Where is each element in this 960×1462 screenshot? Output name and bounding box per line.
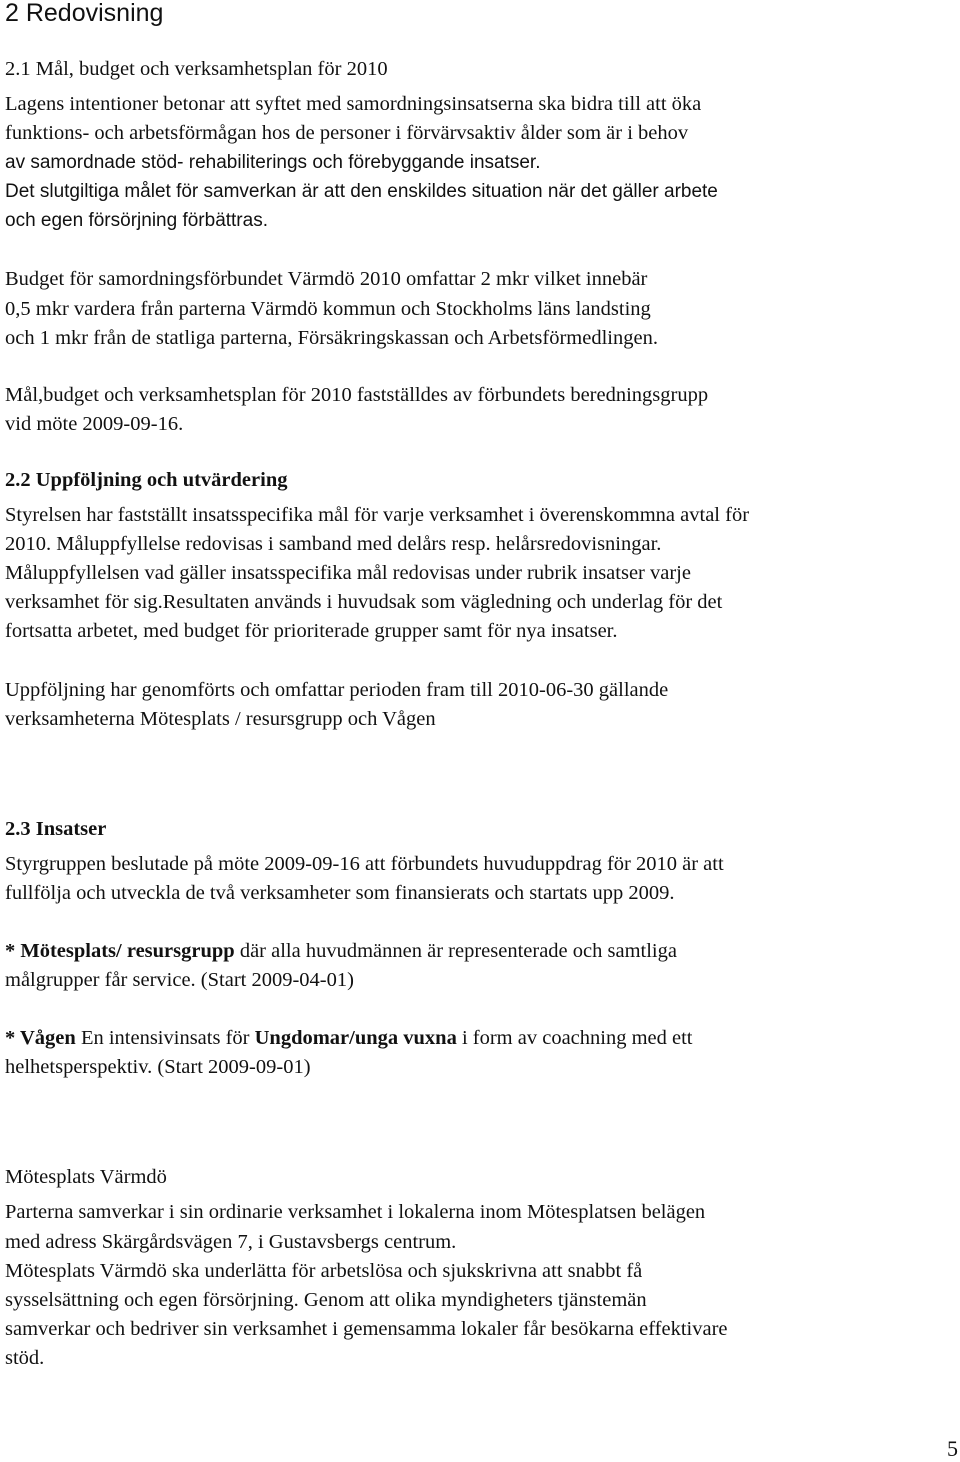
section-2-1-p2-line-2: 0,5 mkr vardera från parterna Värmdö kommun och Stockholms läns landsting: [5, 298, 651, 320]
insats-item-motesplats-line-2: målgrupper får service. (Start 2009-04-01): [5, 969, 354, 991]
section-2-2-p1-line-3: Måluppfyllelsen vad gäller insatsspecifika mål redovisas under rubrik insatser varje: [5, 562, 691, 584]
insats-item-motesplats-line-1: [5, 937, 677, 966]
section-2-1-p3-line-2: vid möte 2009-09-16.: [5, 413, 184, 435]
insats-item-vagen-text-b: i form av coachning med ett: [456, 1027, 693, 1049]
insats-item-motesplats-title: * Mötesplats/ resursgrupp: [5, 940, 235, 962]
motesplats-line-5: samverkar och bedriver sin verksamhet i gemensamma lokaler får besökarna effektivare: [5, 1318, 728, 1340]
section-2-2-p2-line-1: Uppföljning har genomförts och omfattar perioden fram till 2010-06-30 gällande: [5, 679, 669, 701]
section-2-2-heading: 2.2 Uppföljning och utvärdering: [5, 469, 288, 491]
section-2-1-p1-line-1: Lagens intentioner betonar att syftet med samordningsinsatserna ska bidra till att öka: [5, 93, 702, 115]
section-2-3-p1-line-1: Styrgruppen beslutade på möte 2009-09-16 att förbundets huvuduppdrag för 2010 är att: [5, 853, 724, 875]
motesplats-line-2: med adress Skärgårdsvägen 7, i Gustavsbergs centrum.: [5, 1231, 457, 1253]
motesplats-line-3: Mötesplats Värmdö ska underlätta för arbetslösa och sjukskrivna att snabbt få: [5, 1260, 643, 1282]
motesplats-heading: Mötesplats Värmdö: [5, 1166, 167, 1188]
insats-item-vagen-line-1: [5, 1024, 693, 1053]
section-2-3-heading: 2.3 Insatser: [5, 818, 107, 840]
insats-item-motesplats-text: där alla huvudmännen är representerade och samtliga: [234, 940, 677, 962]
section-2-1-p2-line-1: Budget för samordningsförbundet Värmdö 2010 omfattar 2 mkr vilket innebär: [5, 268, 648, 290]
motesplats-line-6: stöd.: [5, 1347, 45, 1369]
section-2-1-p1-line-2: funktions- och arbetsförmågan hos de personer i förvärvsaktiv ålder som är i behov: [5, 122, 689, 144]
section-2-2-p1-line-5: fortsatta arbetet, med budget för prioriterade grupper samt för nya insatser.: [5, 620, 618, 642]
section-2-3-p1-line-2: fullfölja och utveckla de två verksamheter som finansierats och startats upp 2009.: [5, 882, 675, 904]
page-number: 5: [947, 1436, 958, 1461]
chapter-heading: 2 Redovisning: [5, 0, 164, 27]
insats-item-vagen-text-a: En intensivinsats för: [75, 1027, 255, 1049]
insats-item-vagen-line-2: helhetsperspektiv. (Start 2009-09-01): [5, 1056, 311, 1078]
section-2-1-p1-line-4: Det slutgiltiga målet för samverkan är att den enskildes situation när det gäller arbete: [5, 181, 718, 202]
section-2-1-p2-line-3: och 1 mkr från de statliga parterna, Försäkringskassan och Arbetsförmedlingen.: [5, 327, 658, 349]
insats-item-vagen-target-group: Ungdomar/unga vuxna: [254, 1027, 457, 1049]
insats-item-vagen-title: * Vågen: [5, 1027, 76, 1049]
section-2-1-heading: 2.1 Mål, budget och verksamhetsplan för 2010: [5, 58, 388, 80]
section-2-2-p1-line-1: Styrelsen har fastställt insatsspecifika mål för varje verksamhet i överenskommna avtal för: [5, 504, 750, 526]
section-2-2-p1-line-4: verksamhet för sig.Resultaten används i huvudsak som vägledning och underlag för det: [5, 591, 723, 613]
section-2-1-p1-line-5: och egen försörjning förbättras.: [5, 210, 268, 231]
motesplats-line-1: Parterna samverkar i sin ordinarie verksamhet i lokalerna inom Mötesplatsen belägen: [5, 1201, 706, 1223]
section-2-2-p2-line-2: verksamheterna Mötesplats / resursgrupp och Vågen: [5, 708, 436, 730]
motesplats-line-4: sysselsättning och egen försörjning. Genom att olika myndigheters tjänstemän: [5, 1289, 647, 1311]
section-2-1-p1-line-3: av samordnade stöd- rehabiliterings och förebyggande insatser.: [5, 152, 541, 173]
section-2-2-p1-line-2: 2010. Måluppfyllelse redovisas i samband med delårs resp. helårsredovisningar.: [5, 533, 662, 555]
section-2-1-p3-line-1: Mål,budget och verksamhetsplan för 2010 fastställdes av förbundets beredningsgrupp: [5, 384, 709, 406]
